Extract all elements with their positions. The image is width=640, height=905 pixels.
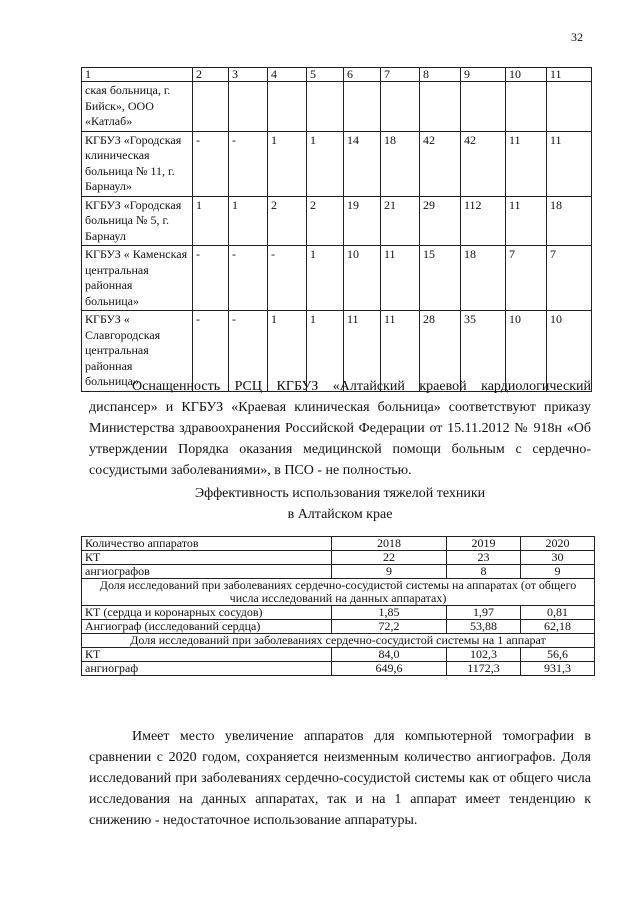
value-cell: - — [229, 131, 268, 196]
value-cell: 10 — [344, 246, 381, 311]
section-title-line-2: в Алтайском крае — [287, 507, 393, 522]
value-cell: 84,0 — [332, 648, 447, 662]
value-cell: 22 — [332, 551, 447, 565]
value-cell: 649,6 — [332, 662, 447, 676]
column-number-cell: 10 — [506, 68, 547, 82]
column-number-cell: 9 — [461, 68, 506, 82]
value-cell: - — [193, 131, 229, 196]
column-number-cell: 3 — [229, 68, 268, 82]
value-cell: 35 — [461, 311, 506, 392]
value-cell: 56,6 — [521, 648, 595, 662]
table-header-row — [82, 68, 592, 82]
value-cell: - — [193, 246, 229, 311]
value-cell: 42 — [420, 131, 461, 196]
table-row — [82, 131, 592, 196]
table-row — [82, 606, 595, 620]
value-cell: 23 — [447, 551, 521, 565]
section-title-line-1: Эффективность использования тяжелой техники — [194, 486, 486, 501]
value-cell: - — [193, 311, 229, 392]
equipment-compliance-paragraph — [89, 376, 591, 481]
value-cell: 15 — [420, 246, 461, 311]
row-label-cell: КТ — [82, 551, 332, 565]
column-number-cell: 4 — [268, 68, 307, 82]
value-cell: 1,97 — [447, 606, 521, 620]
institution-name-cell: КГБУЗ «Городская клиническая больница № 11, г. Барнаул» — [82, 131, 193, 196]
value-cell: 18 — [547, 196, 592, 246]
section-heading-cell: Доля исследований при заболеваниях сердечно-сосудистой системы на 1 аппарат — [82, 634, 595, 648]
value-cell: 10 — [547, 311, 592, 392]
value-cell: 112 — [461, 196, 506, 246]
page-number: 32 — [571, 30, 583, 44]
value-cell — [193, 82, 229, 132]
value-cell: 72,2 — [332, 620, 447, 634]
value-cell: - — [268, 246, 307, 311]
value-cell — [381, 82, 420, 132]
table-row — [82, 82, 592, 132]
value-cell: 18 — [461, 246, 506, 311]
value-cell: 8 — [447, 565, 521, 579]
value-cell: 11 — [381, 246, 420, 311]
column-number-cell: 7 — [381, 68, 420, 82]
value-cell: 11 — [547, 131, 592, 196]
table-row — [82, 246, 592, 311]
column-number-cell: 5 — [307, 68, 344, 82]
value-cell: 9 — [332, 565, 447, 579]
value-cell: 0,81 — [521, 606, 595, 620]
value-cell: 28 — [420, 311, 461, 392]
equipment-usage-conclusion-paragraph — [89, 726, 591, 831]
value-cell: 1172,3 — [447, 662, 521, 676]
value-cell: 10 — [506, 311, 547, 392]
paragraph-text: Имеет место увеличение аппаратов для компьютерной томографии в сравнении с 2020 годом, сохраняется неизменным количество ангиографов. Доля исследований при заболеваниях сердечно-сосудистой системы как от общего числа исследования на данных аппаратах, так и на 1 аппарат имеет тенденцию к снижению - недостаточное использование аппаратуры. — [89, 729, 591, 828]
value-cell: 1 — [268, 131, 307, 196]
value-cell: 11 — [344, 311, 381, 392]
value-cell: 19 — [344, 196, 381, 246]
column-number-cell: 6 — [344, 68, 381, 82]
table-row — [82, 196, 592, 246]
value-cell: - — [229, 246, 268, 311]
value-cell: 1 — [268, 311, 307, 392]
institution-name-cell: ская больница, г. Бийск», ООО «Катлаб» — [82, 82, 193, 132]
institution-name-cell: КГБУЗ « Каменская центральная районная больница» — [82, 246, 193, 311]
value-cell: - — [229, 311, 268, 392]
value-cell: 9 — [521, 565, 595, 579]
value-cell — [506, 82, 547, 132]
value-cell: 11 — [506, 196, 547, 246]
value-cell — [461, 82, 506, 132]
column-number-cell: 2 — [193, 68, 229, 82]
table-row — [82, 620, 595, 634]
value-cell: 1 — [307, 246, 344, 311]
value-cell: 7 — [547, 246, 592, 311]
row-label-cell: ангиографов — [82, 565, 332, 579]
value-cell: 11 — [381, 311, 420, 392]
value-cell: 2 — [268, 196, 307, 246]
section-row — [82, 634, 595, 648]
value-cell: 1,85 — [332, 606, 447, 620]
value-cell — [307, 82, 344, 132]
value-cell: 14 — [344, 131, 381, 196]
section-row — [82, 579, 595, 606]
value-cell: 18 — [381, 131, 420, 196]
value-cell: 11 — [506, 131, 547, 196]
value-cell: 1 — [307, 131, 344, 196]
institution-name-cell: КГБУЗ «Городская больница № 5, г. Барнаул — [82, 196, 193, 246]
value-cell: 2 — [307, 196, 344, 246]
column-number-cell: 8 — [420, 68, 461, 82]
value-cell — [547, 82, 592, 132]
value-cell: 42 — [461, 131, 506, 196]
value-cell: 931,3 — [521, 662, 595, 676]
value-cell: 53,88 — [447, 620, 521, 634]
section-heading-cell: Доля исследований при заболеваниях сердечно-сосудистой системы на аппаратах (от общего числа исследований на данных аппаратах) — [82, 579, 595, 606]
value-cell — [268, 82, 307, 132]
table-row — [82, 662, 595, 676]
table-row — [82, 565, 595, 579]
heavy-equipment-efficiency-table — [81, 536, 595, 676]
table-header-row — [82, 537, 595, 551]
value-cell: 1 — [307, 311, 344, 392]
column-number-cell: 1 — [82, 68, 193, 82]
row-label-cell: ангиограф — [82, 662, 332, 676]
hospital-equipment-table — [81, 67, 592, 392]
table-row — [82, 551, 595, 565]
value-cell: 1 — [229, 196, 268, 246]
value-cell: 30 — [521, 551, 595, 565]
value-cell: 21 — [381, 196, 420, 246]
value-cell — [344, 82, 381, 132]
row-label-cell: КТ — [82, 648, 332, 662]
value-cell — [420, 82, 461, 132]
institution-name-cell: КГБУЗ « Славгородская центральная районная больница» — [82, 311, 193, 392]
value-cell: 1 — [193, 196, 229, 246]
paragraph-text: Оснащенность РСЦ КГБУЗ «Алтайский краевой кардиологический диспансер» и КГБУЗ «Краевая клиническая больница» соответствуют приказу Министерства здравоохранения Российской Федерации от 15.11.2012 № 918н «Об утверждении Порядка оказания медицинской помощи больным с сердечно-сосудистыми заболеваниями», в ПСО - не полностью. — [89, 379, 591, 478]
value-cell — [229, 82, 268, 132]
value-cell: 102,3 — [447, 648, 521, 662]
value-cell: 29 — [420, 196, 461, 246]
table-row — [82, 648, 595, 662]
value-cell: 2020 — [521, 537, 595, 551]
column-number-cell: 11 — [547, 68, 592, 82]
value-cell: 62,18 — [521, 620, 595, 634]
value-cell: 7 — [506, 246, 547, 311]
value-cell: 2018 — [332, 537, 447, 551]
row-label-cell: КТ (сердца и коронарных сосудов) — [82, 606, 332, 620]
row-label-cell: Ангиограф (исследований сердца) — [82, 620, 332, 634]
row-label-cell: Количество аппаратов — [82, 537, 332, 551]
value-cell: 2019 — [447, 537, 521, 551]
